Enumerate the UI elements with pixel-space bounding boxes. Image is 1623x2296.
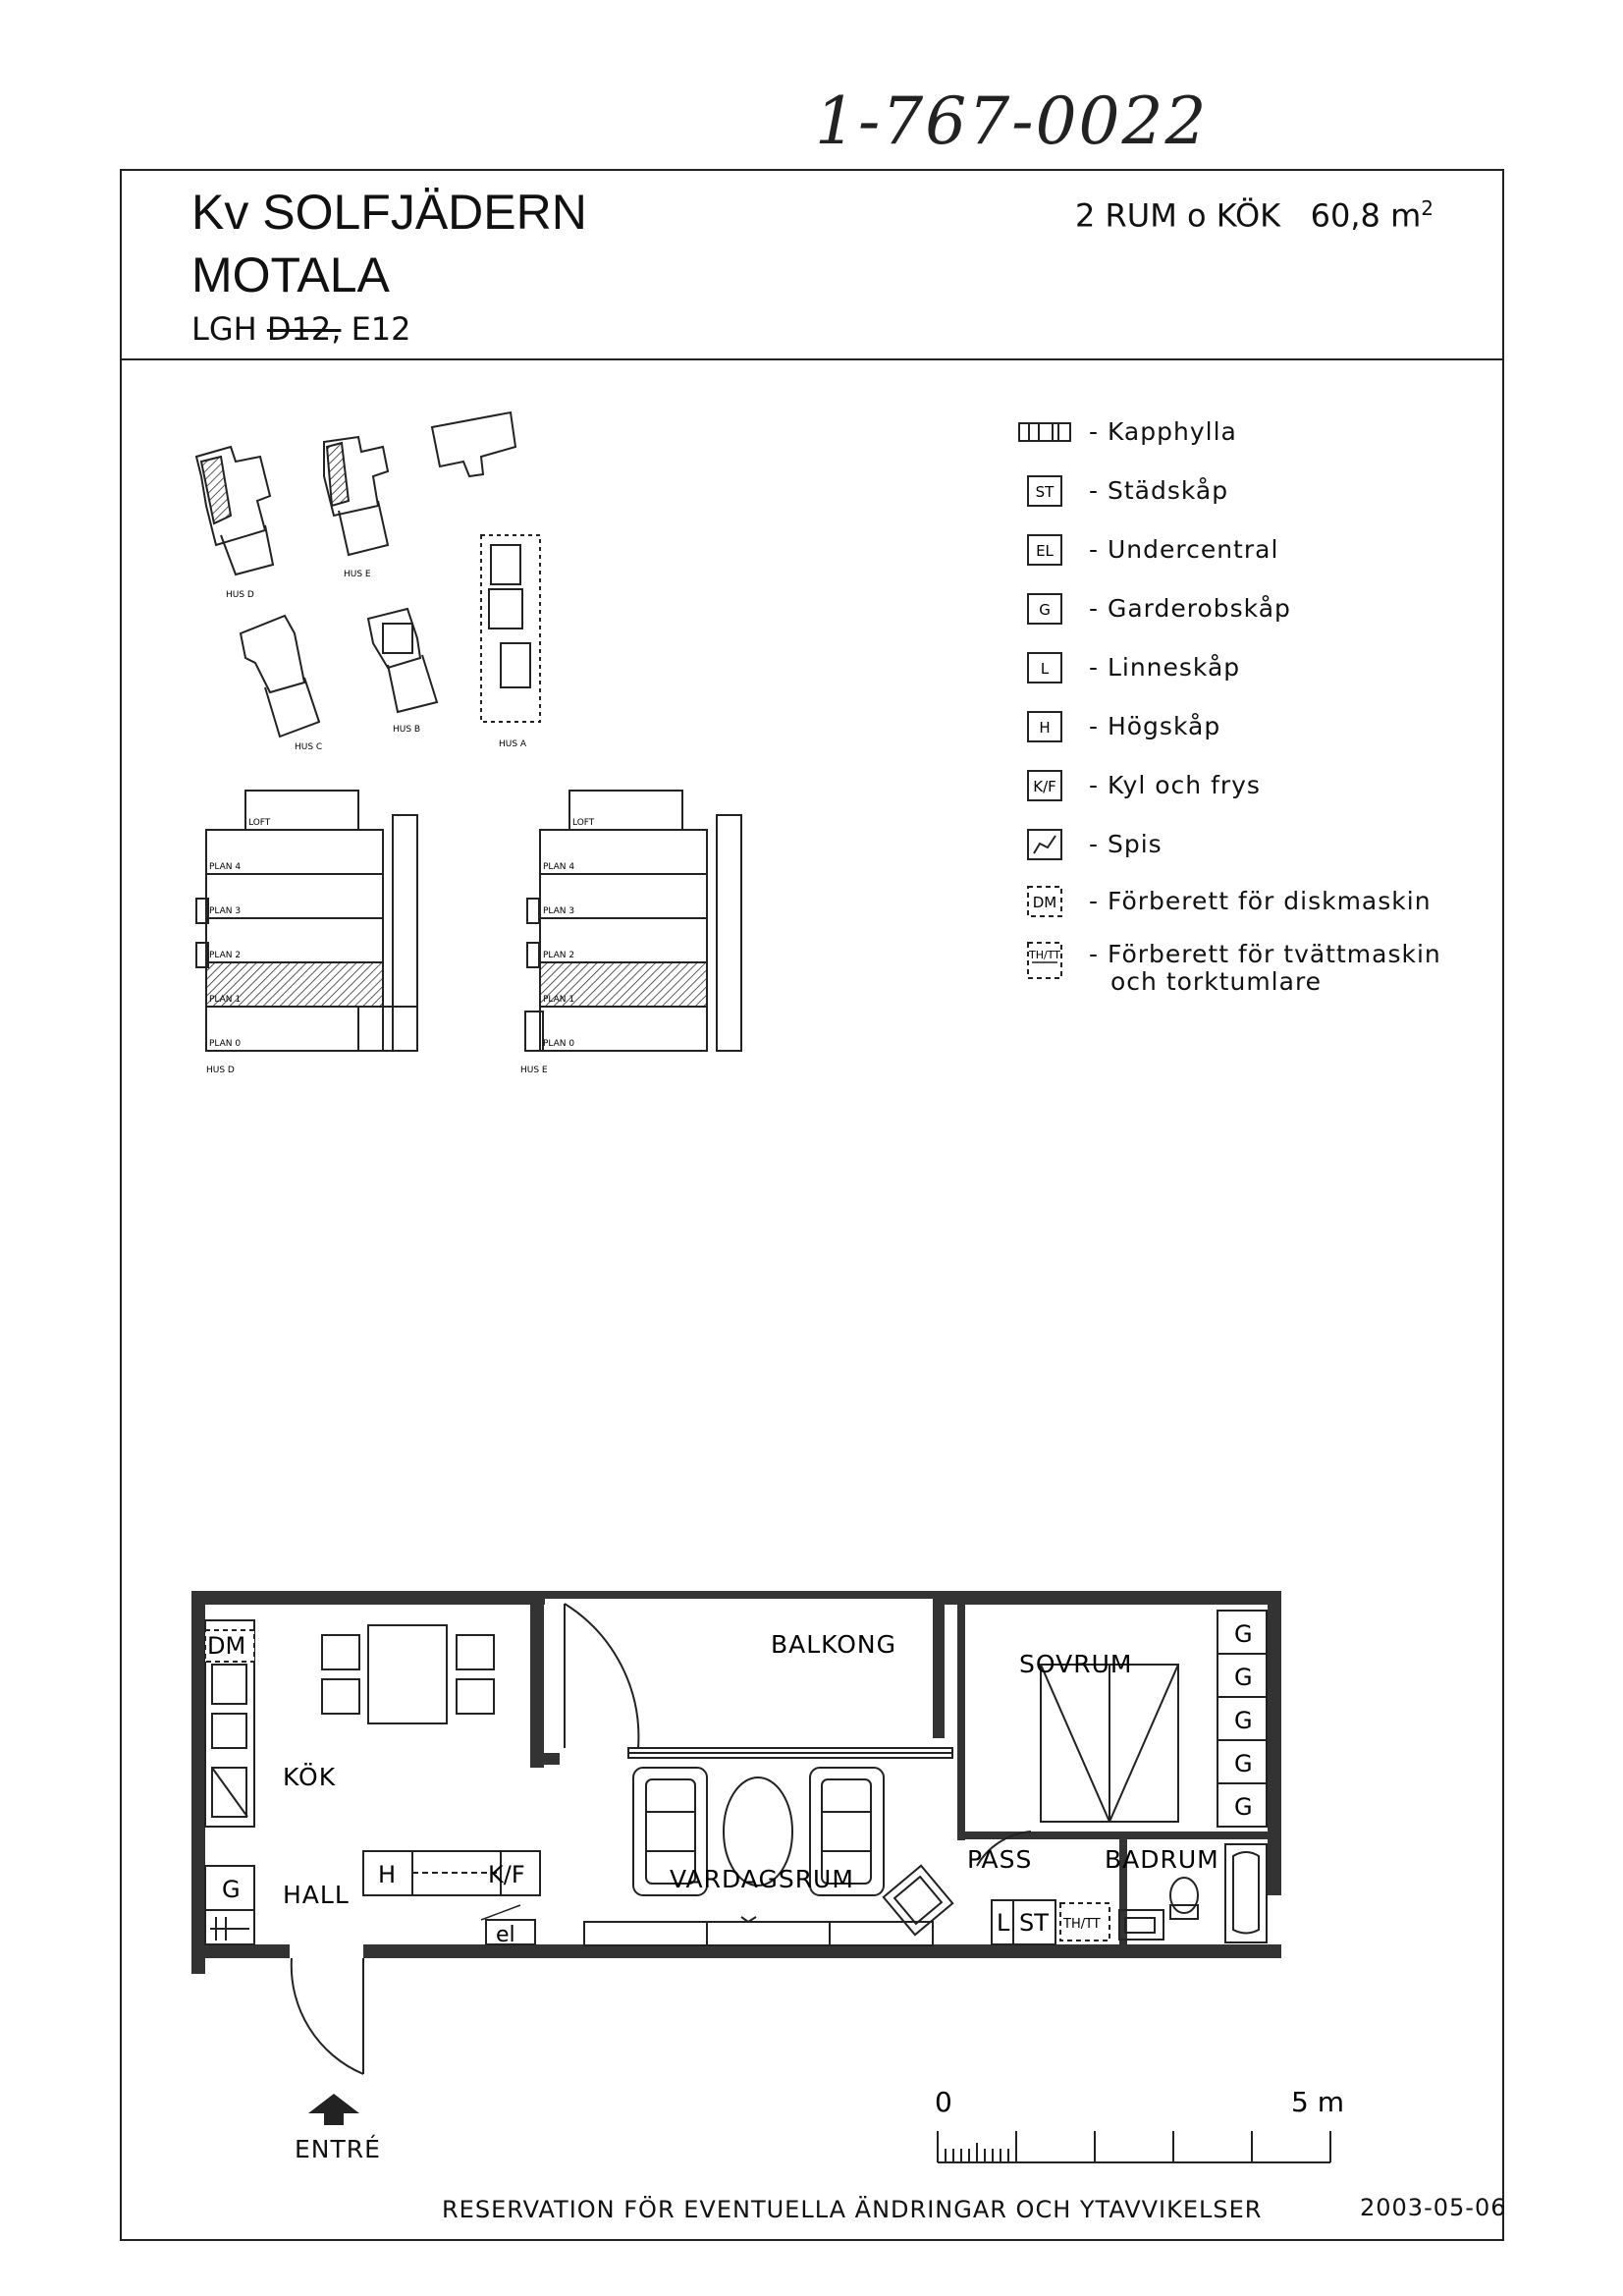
unit-struck-code: D12, [266, 310, 342, 348]
entrance-arrow-icon [304, 2092, 363, 2127]
project-title: Kv SOLFJÄDERN [191, 185, 587, 240]
section-hus-e [515, 786, 771, 1080]
legend-symbol-dm: DM [1032, 894, 1057, 911]
section-e-floor-3: PLAN 3 [543, 906, 575, 916]
site-label-hus-c: HUS C [295, 742, 323, 752]
legend-text-kapphylla: - Kapphylla [1089, 417, 1237, 446]
unit-room-count: 2 RUM o KÖK [1075, 196, 1281, 235]
entrance-marker [295, 2092, 381, 2163]
site-label-hus-a: HUS A [499, 739, 527, 749]
drawing-date: 2003-05-06 [1360, 2194, 1507, 2221]
electrical-unit-icon [1016, 530, 1075, 570]
balcony-window [628, 1748, 952, 1758]
section-d-floor-1: PLAN 1 [209, 995, 242, 1005]
site-plan [187, 398, 579, 761]
section-d-label: HUS D [206, 1066, 235, 1075]
legend-text-linneskap: - Linneskåp [1089, 653, 1241, 682]
legend-row-hogskap [1016, 707, 1220, 746]
legend-row-undercentral [1016, 530, 1278, 570]
section-hus-d [191, 786, 447, 1080]
fixture-h: H [378, 1861, 397, 1888]
site-building-top [432, 412, 515, 476]
legend-symbol-thtt: TH/TT [1029, 949, 1060, 961]
entrance-door-swing [292, 1958, 363, 2074]
legend-symbol-l: L [1040, 660, 1050, 678]
section-d-floor-0: PLAN 0 [209, 1039, 242, 1049]
balcony-door-swing [565, 1604, 638, 1748]
washer-dryer-icon [1016, 941, 1075, 980]
room-label-vardagsrum: VARDAGSRUM [670, 1865, 854, 1893]
dishwasher-icon [1016, 882, 1075, 921]
legend-row-kyl-frys [1016, 766, 1261, 805]
section-d-floor-2: PLAN 2 [209, 951, 242, 960]
room-label-sovrum: SOVRUM [1019, 1650, 1133, 1678]
fixture-dm: DM [207, 1632, 246, 1660]
legend-row-kapphylla [1016, 412, 1237, 452]
site-building-a [481, 535, 540, 722]
section-e-floor-2: PLAN 2 [543, 951, 575, 960]
tall-cabinet-icon [1016, 707, 1075, 746]
outer-walls [191, 1591, 1281, 1974]
legend-symbol-el: EL [1036, 542, 1054, 560]
scale-bar [913, 2072, 1345, 2170]
room-label-hall: HALL [283, 1881, 350, 1909]
unit-area: 60,8 m [1310, 196, 1422, 235]
legend-text-diskmaskin: - Förberett för diskmaskin [1089, 887, 1432, 915]
site-label-hus-d: HUS D [226, 590, 254, 600]
legend-text-garderob: - Garderobskåp [1089, 594, 1291, 623]
legend-text-kyl-frys: - Kyl och frys [1089, 771, 1261, 799]
room-label-pass: PASS [967, 1845, 1033, 1874]
legend-row-linneskap [1016, 648, 1240, 687]
legend-row-spis [1016, 825, 1163, 864]
coat-rack-icon [1016, 412, 1075, 452]
site-building-d [196, 447, 273, 574]
legend-symbol-st: ST [1035, 483, 1055, 501]
unit-designation [191, 309, 411, 349]
fixture-kf: K/F [488, 1861, 525, 1888]
reservation-note: RESERVATION FÖR EVENTUELLA ÄNDRINGAR OCH YTAVVIKELSER [442, 2196, 1263, 2223]
cleaning-closet-icon [1016, 471, 1075, 511]
legend-row-stadskap [1016, 471, 1228, 511]
wardrobe-icon [1016, 589, 1075, 629]
legend-row-diskmaskin [1016, 882, 1432, 921]
header-divider [120, 358, 1504, 360]
unit-code: E12 [351, 310, 411, 348]
section-d-floor-4: PLAN 4 [209, 862, 242, 872]
fixture-l: L [997, 1909, 1010, 1937]
section-e-floor-loft: LOFT [572, 818, 595, 828]
legend-text-stadskap: - Städskåp [1089, 476, 1229, 505]
fixture-g-bed-3: G [1234, 1707, 1253, 1734]
fixture-g-bed-4: G [1234, 1750, 1253, 1777]
site-building-b [368, 609, 437, 712]
fridge-freezer-icon [1016, 766, 1075, 805]
fixture-g-bed-2: G [1234, 1664, 1253, 1691]
legend-row-tvattmaskin [1016, 941, 1441, 1000]
scale-end: 5 m [1291, 2086, 1344, 2118]
tv-bench [584, 1917, 933, 1945]
fixture-thtt: TH/TT [1063, 1917, 1101, 1932]
section-e-floor-0: PLAN 0 [543, 1039, 575, 1049]
site-building-c [241, 616, 319, 737]
unit-area-exponent: 2 [1421, 196, 1434, 220]
legend-text-torktumlare: och torktumlare [1110, 967, 1323, 996]
unit-summary [1075, 189, 1434, 236]
legend-symbol-h: H [1039, 719, 1051, 737]
project-city: MOTALA [191, 247, 390, 302]
dining-table [322, 1625, 494, 1723]
section-d-floor-loft: LOFT [248, 818, 271, 828]
entrance-label: ENTRÉ [295, 2135, 381, 2163]
fixture-st: ST [1019, 1909, 1049, 1937]
legend-text-tvattmaskin: - Förberett för tvättmaskin [1089, 940, 1441, 968]
linen-closet-icon [1016, 648, 1075, 687]
legend-text-spis: - Spis [1089, 830, 1163, 858]
floor-plan [177, 1571, 1345, 2082]
unit-prefix: LGH [191, 310, 257, 348]
electrical-door-line [481, 1905, 520, 1920]
legend-symbol-kf: K/F [1033, 778, 1056, 795]
section-d-floor-3: PLAN 3 [209, 906, 242, 916]
bathtub [1225, 1844, 1267, 1942]
site-label-hus-b: HUS B [393, 725, 421, 735]
room-label-balkong: BALKONG [771, 1630, 896, 1659]
room-label-kok: KÖK [283, 1763, 337, 1791]
legend-symbol-g: G [1039, 601, 1051, 619]
armchair [884, 1866, 952, 1935]
section-e-label: HUS E [520, 1066, 548, 1075]
fixture-g-bed-1: G [1234, 1620, 1253, 1648]
fixture-el: el [496, 1923, 515, 1947]
section-e-floor-1: PLAN 1 [543, 995, 575, 1005]
scale-start: 0 [935, 2086, 952, 2118]
site-building-e [324, 437, 388, 555]
site-label-hus-e: HUS E [344, 570, 371, 579]
legend-text-hogskap: - Högskåp [1089, 712, 1221, 740]
section-e-floor-4: PLAN 4 [543, 862, 575, 872]
toilet [1170, 1878, 1198, 1919]
room-label-badrum: BADRUM [1105, 1845, 1219, 1874]
fixture-g-hall: G [222, 1876, 241, 1903]
fixture-g-bed-5: G [1234, 1793, 1253, 1821]
double-bed [1041, 1665, 1178, 1822]
legend-text-undercentral: - Undercentral [1089, 535, 1279, 564]
legend-row-garderob [1016, 589, 1291, 629]
handwritten-reference: 1-767-0022 [815, 83, 1209, 159]
stove-icon [1016, 825, 1075, 864]
